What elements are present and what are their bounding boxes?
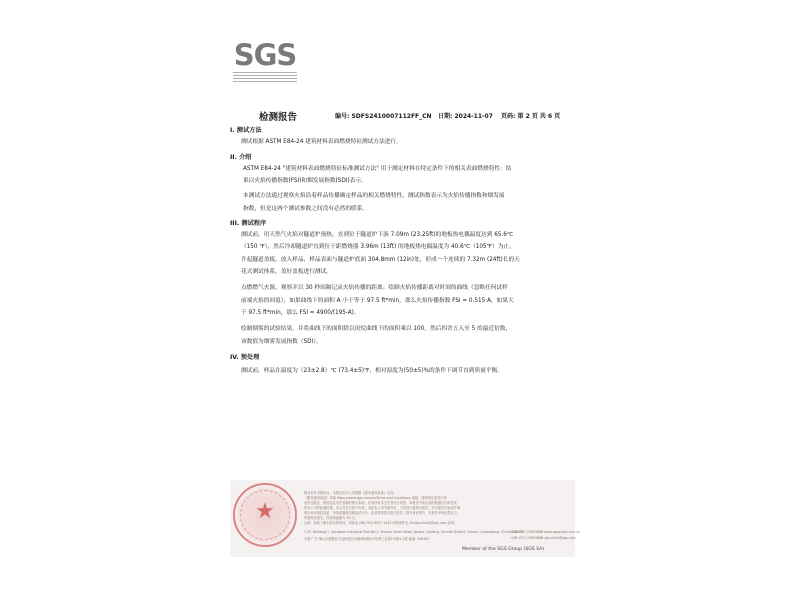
footer-line: 注意：如欲了解本报告的真伪，请致电 (86-755) 8307 1443 或发邮件至 CN.Doccheck@sgs.com 查询。 — [304, 521, 458, 525]
footer-line: 除非另有书面协议，本报告由本公司根据《服务通用条款》出具。 — [304, 491, 397, 495]
body-line: 指数，但是这两个测试参数之间没有必然的联系。 — [243, 206, 369, 212]
body-line: 本测试方法通过观察火焰沿着样品传播确定样品的相关燃烧特性，测试指数表示为火焰传播指数和烟发展 — [243, 193, 505, 199]
report-title: 检测报告 — [259, 112, 298, 123]
body-line: 点燃燃气火源，观察并以 30 秒间隔记录火焰传播的距离；绘制火焰传播距离对时间的曲线（忽略任何试样 — [241, 285, 508, 291]
section-heading: I. 测试方法 — [230, 127, 262, 134]
body-line: 测试前，用天然气火焰对隧道炉预热，直到位于隧道炉下游 7.09m (23.25ft)的地板热电偶温度达到 65.6℃ — [241, 232, 514, 238]
footer-line: 所测样品相关，样品保留期为 30 天。 — [304, 516, 358, 520]
section-heading: III. 测试程序 — [230, 220, 267, 227]
page-number: 页码: 第 2 页 共 6 页 — [501, 113, 561, 120]
report-number: 编号: SDFS2410007112FF_CN — [335, 113, 432, 120]
body-line: ASTM E84-24 "建筑材料表面燃烧特征标准测试方法" 用于测定材料在特定条件下的相关表面燃烧特性：结 — [243, 166, 512, 172]
footer-contact: t (86-757) 22805888 sgs.china@sgs.com — [510, 536, 576, 540]
member-text: Member of the SGS Group (SGS SA) — [462, 547, 545, 552]
section-heading: IV. 预处理 — [230, 354, 260, 361]
body-line: 果以火焰传播指数(FSI)和烟发展指数(SDI)表示。 — [243, 178, 367, 184]
company-seal — [233, 483, 297, 547]
body-line: 测试前，样品在温度为（23±2.8）℃ (73.4±5)℉，相对湿度为(50±5)%的条件下调节直到质量平衡。 — [241, 368, 503, 374]
logo-rule — [233, 72, 297, 73]
body-line: 花式测试体系，盖好盖板进行测试。 — [241, 269, 332, 275]
logo-rule — [233, 81, 297, 82]
body-line: 升起隧道盖板，放入样品，样品表面与隧道炉底面 304.8mm (12in)处，形成一个连续的 7.32m (24ft)长的天 — [241, 257, 520, 263]
logo-text: SGS — [233, 38, 297, 72]
body-line: 于 97.5 ft*min，那么 FSI = 4900/(195-A)。 — [241, 310, 360, 316]
logo-rule — [233, 75, 297, 76]
seal-star-icon: ★ — [255, 499, 275, 524]
body-line: （150 ℉），然后冷却隧道炉直到位于距燃烧器 3.96m (13ft) 的地板热电偶温度为 40.6℃（105℉）为止， — [241, 244, 515, 250]
body-line: 该数值为烟雾发展指数（SDI）。 — [241, 339, 322, 345]
body-line: 绘制烟雾的试验结果，并将曲线下的面积除以庚烷曲线下的面积乘以 100，然后四舍五入至 5 的最近倍数， — [241, 326, 512, 332]
footer-line: 《服务通用条款》详阅 https://www.sgs.com/en/Terms-and-Conditions 查阅，请特别注意其中涉 — [304, 496, 447, 500]
footer-address-en: 1-3F, Building 1, Dongwan Industrial Park No.1, Shunhe South Road, Wusha, Daliang, Shunde District, Foshan, Guangdong, China 528300 — [304, 530, 524, 534]
footer-line: 时本公司的检测结果，本公司仅对客户负责。未经本公司书面许可，不得部分复制本报告。对本报告内容或外观 — [304, 506, 461, 510]
footer-address-cn: 中国 广东 佛山市顺德区大良街道五沙顺和南路1号东湾工业园1号楼1-3层 邮编: 528300 — [304, 537, 430, 541]
logo-rule — [233, 78, 297, 79]
sgs-logo — [233, 38, 297, 84]
body-line: 测试根据 ASTM E84-24 建筑材料表面燃烧特征测试方法进行。 — [241, 139, 402, 145]
footer-contact: t (86-757) 22805888 www.sgsgroup.com.cn — [510, 530, 581, 534]
section-heading: II. 介绍 — [230, 154, 252, 161]
footer-line: 及责任限定、赔偿以及司法管辖的相关条款。任何持有本文件者应当知悉，本报告中所记录的数据仅反映签发 — [304, 501, 457, 505]
body-line: 前端火焰的回退），如果曲线下的面积 A 小于等于 97.5 ft*min，那么火焰传播指数 FSI = 0.515·A，如果大 — [241, 298, 514, 304]
report-date: 日期: 2024-11-07 — [438, 113, 493, 120]
footer-line: 的任何未授权变更、伪造或篡改均属违法行为，违者将被依法追究责任。除另有说明外，本报告中的结果仅与 — [304, 511, 457, 515]
